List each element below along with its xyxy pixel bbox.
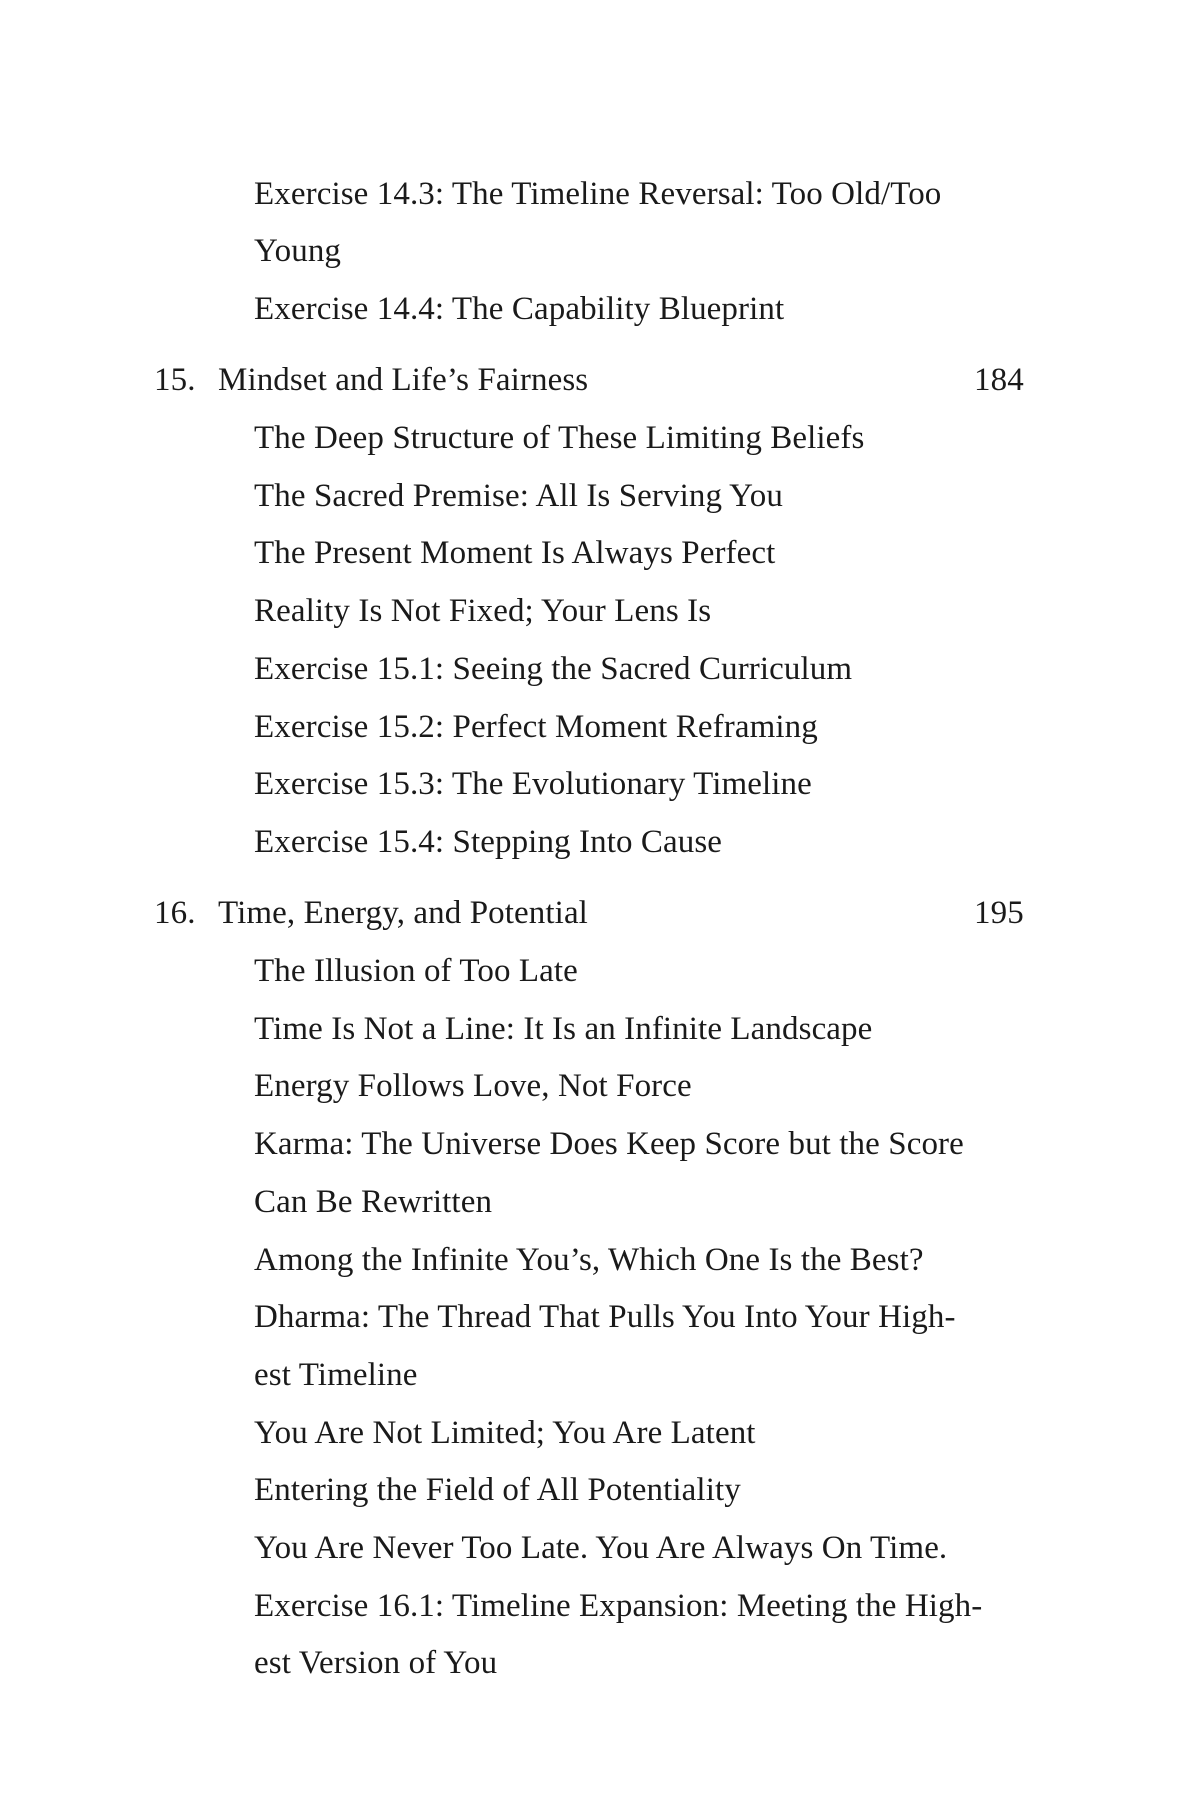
toc-entry: Exercise 15.2: Perfect Moment Reframing bbox=[254, 709, 818, 745]
toc-entry: You Are Not Limited; You Are Latent bbox=[254, 1415, 756, 1451]
chapter-number: 16. bbox=[154, 895, 196, 931]
toc-entry: Time Is Not a Line: It Is an Infinite Landscape bbox=[254, 1011, 873, 1047]
chapter-page-number: 184 bbox=[974, 362, 1024, 398]
chapter-page-number: 195 bbox=[974, 895, 1024, 931]
toc-entry: Exercise 16.1: Timeline Expansion: Meeting the High- bbox=[254, 1588, 983, 1624]
toc-entry: Exercise 14.3: The Timeline Reversal: Too Old/Too bbox=[254, 176, 942, 212]
toc-entry: The Present Moment Is Always Perfect bbox=[254, 535, 776, 571]
toc-entry: Exercise 15.1: Seeing the Sacred Curriculum bbox=[254, 651, 853, 687]
toc-entry: Karma: The Universe Does Keep Score but the Score bbox=[254, 1126, 964, 1162]
toc-entry: Energy Follows Love, Not Force bbox=[254, 1068, 692, 1104]
toc-entry: Exercise 15.3: The Evolutionary Timeline bbox=[254, 766, 812, 802]
chapter-number: 15. bbox=[154, 362, 196, 398]
toc-entry: Young bbox=[254, 233, 342, 269]
chapter-title: Mindset and Life’s Fairness bbox=[218, 362, 589, 398]
toc-entry: Exercise 15.4: Stepping Into Cause bbox=[254, 824, 723, 860]
toc-entry: The Sacred Premise: All Is Serving You bbox=[254, 478, 784, 514]
toc-entry: est Version of You bbox=[254, 1645, 498, 1681]
toc-entry: Exercise 14.4: The Capability Blueprint bbox=[254, 291, 785, 327]
toc-entry: Reality Is Not Fixed; Your Lens Is bbox=[254, 593, 712, 629]
toc-entry: Can Be Rewritten bbox=[254, 1184, 493, 1220]
toc-entry: Among the Infinite You’s, Which One Is the Best? bbox=[254, 1242, 924, 1278]
toc-entry: You Are Never Too Late. You Are Always On Time. bbox=[254, 1530, 948, 1566]
toc-entry: Dharma: The Thread That Pulls You Into Your High- bbox=[254, 1299, 956, 1335]
toc-entry: est Timeline bbox=[254, 1357, 418, 1393]
chapter-title: Time, Energy, and Potential bbox=[218, 895, 588, 931]
toc-entry: The Illusion of Too Late bbox=[254, 953, 578, 989]
toc-entry: The Deep Structure of These Limiting Beliefs bbox=[254, 420, 865, 456]
toc-entry: Entering the Field of All Potentiality bbox=[254, 1472, 741, 1508]
